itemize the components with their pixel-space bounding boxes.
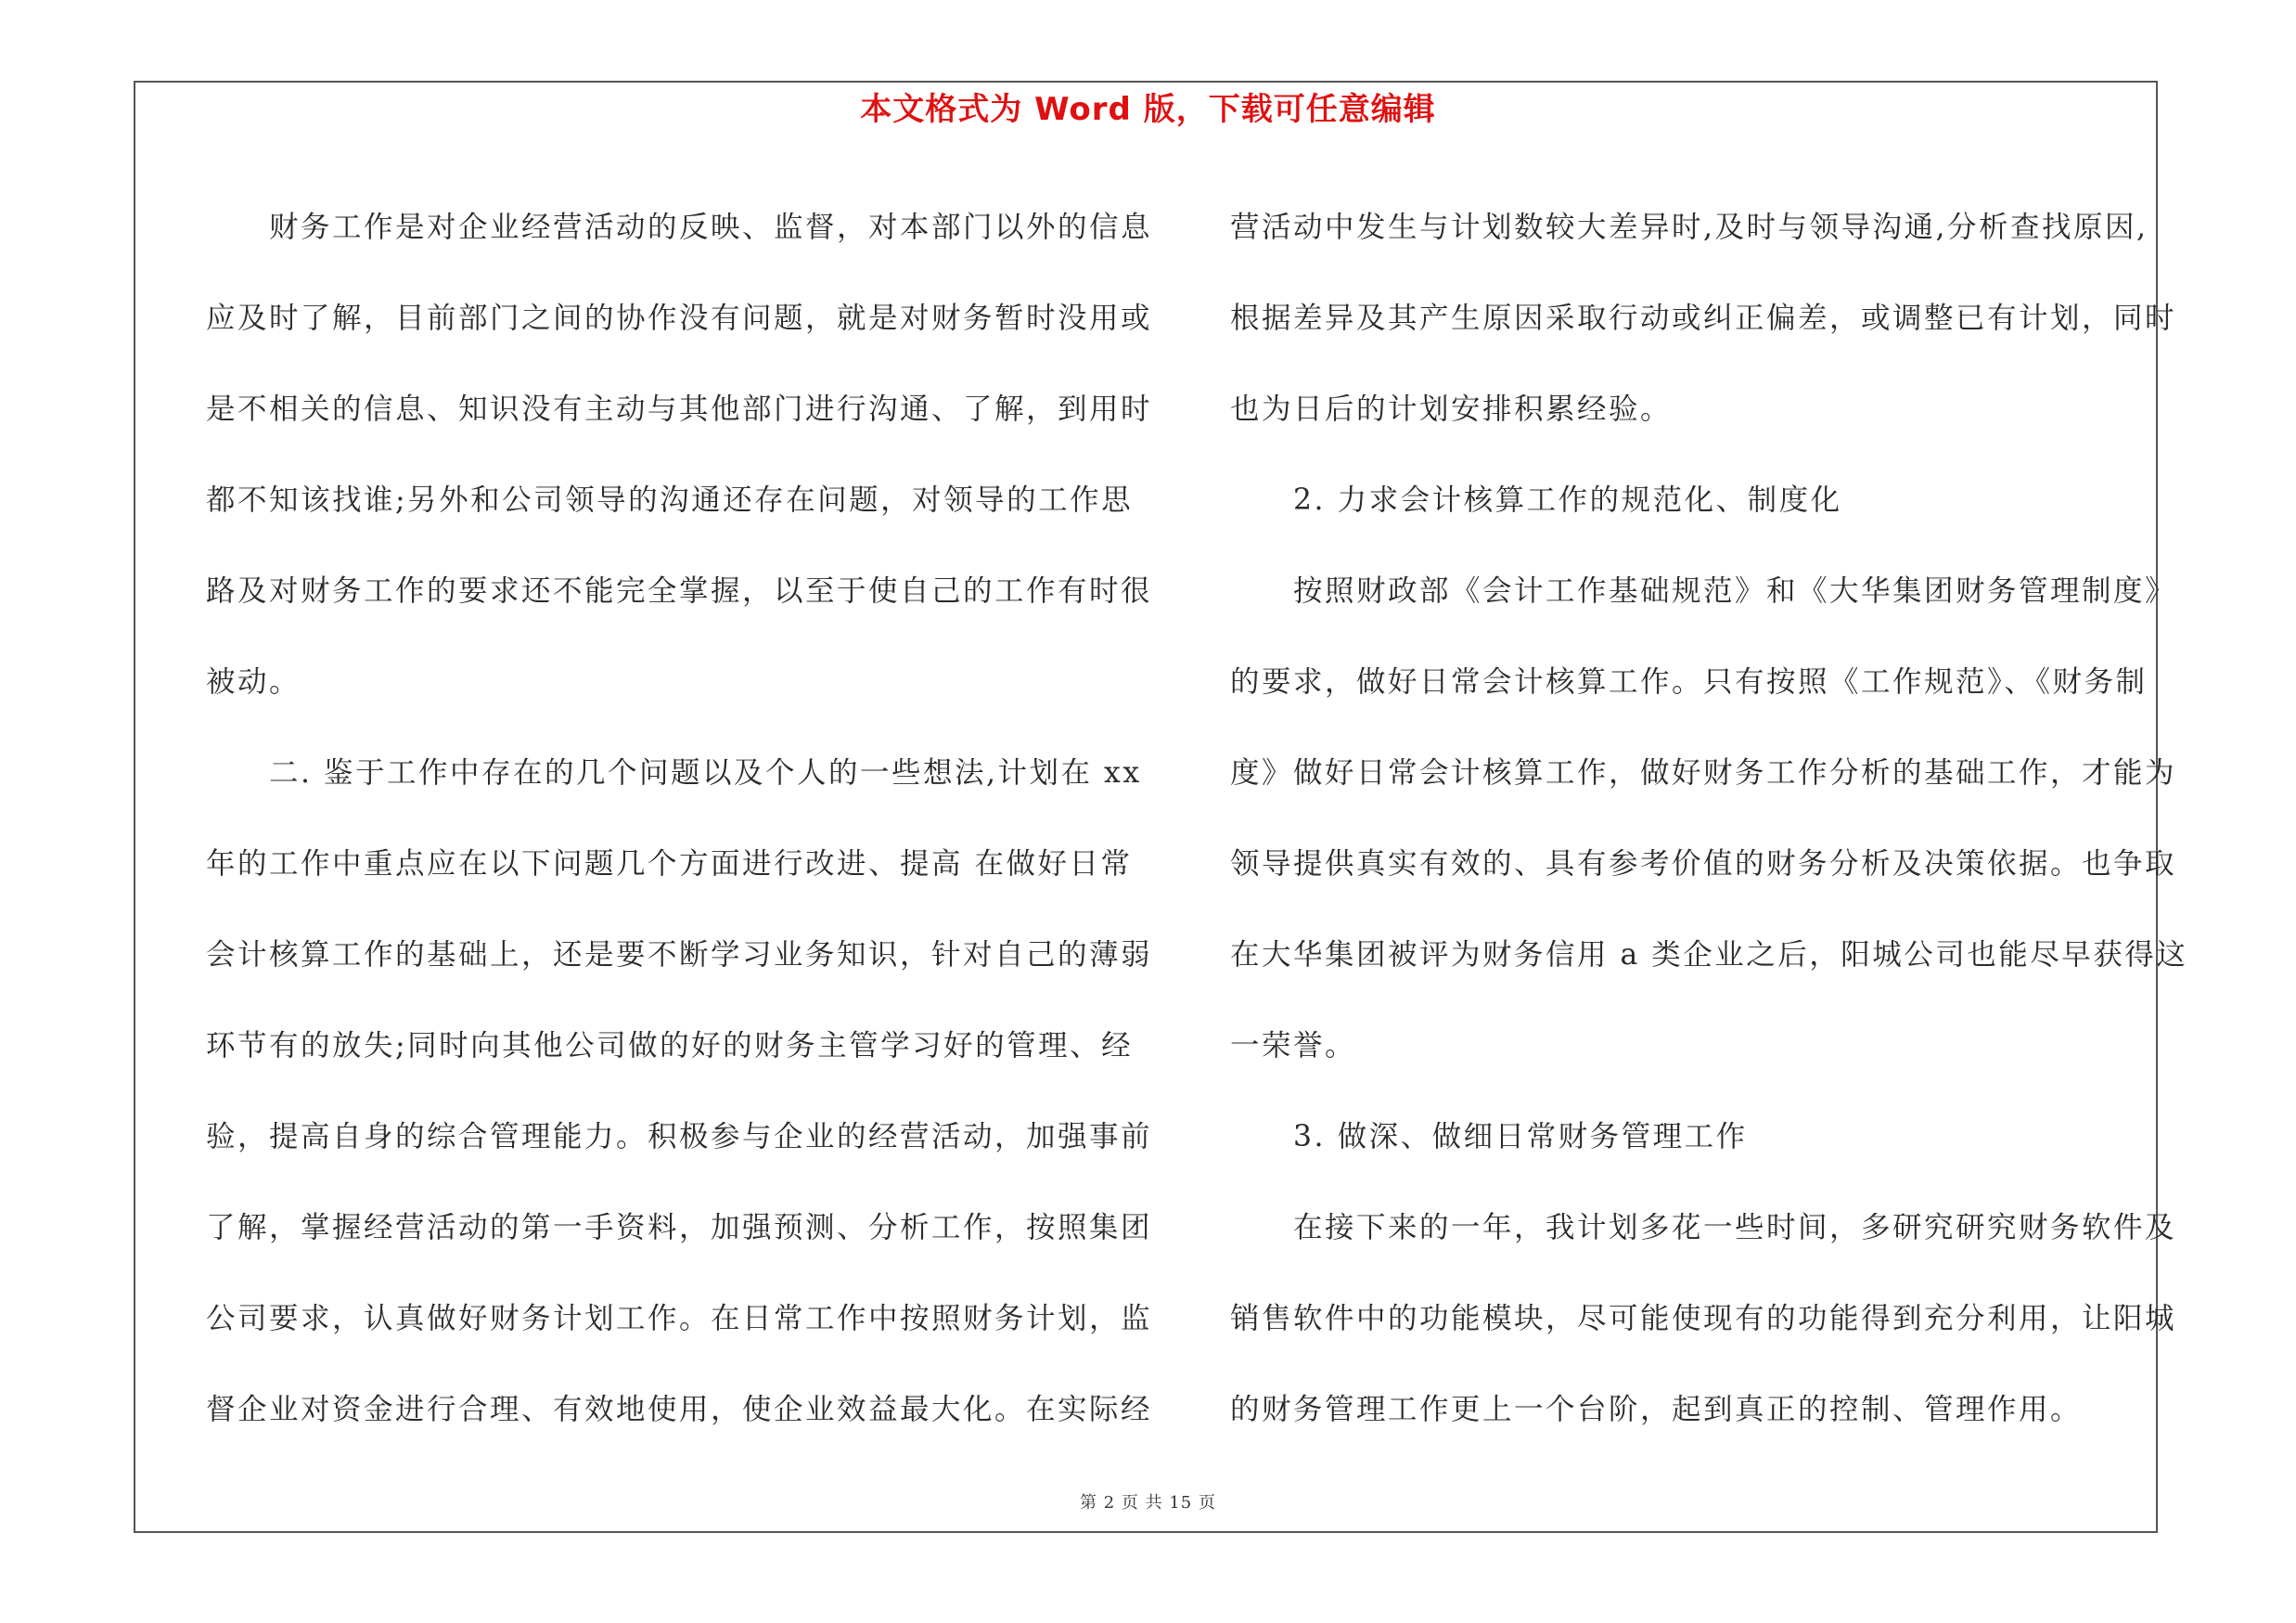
text-line: 的财务管理工作更上一个台阶，起到真正的控制、管理作用。 xyxy=(1230,1393,2083,1426)
text-line: 督企业对资金进行合理、有效地使用，使企业效益最大化。在实际经 xyxy=(206,1393,1153,1426)
page-number-footer: 第 2 页 共 15 页 xyxy=(1080,1493,1216,1513)
text-line: 了解，掌握经营活动的第一手资料，加强预测、分析工作，按照集团 xyxy=(206,1211,1153,1244)
left-column xyxy=(206,182,1153,1455)
text-line: 度》做好日常会计核算工作，做好财务工作分析的基础工作，才能为 xyxy=(1230,756,2177,790)
text-line: 被动。 xyxy=(206,665,301,699)
text-line: 销售软件中的功能模块，尽可能使现有的功能得到充分利用，让阳城 xyxy=(1230,1302,2177,1335)
text-line: 按照财政部《会计工作基础规范》和《大华集团财务管理制度》 xyxy=(1230,574,2177,608)
text-line: 年的工作中重点应在以下问题几个方面进行改进、提高 在做好日常 xyxy=(206,847,1133,881)
right-column xyxy=(1230,182,2188,1455)
text-line: 一荣誉。 xyxy=(1230,1029,1357,1063)
text-line: 在接下来的一年，我计划多花一些时间，多研究研究财务软件及 xyxy=(1230,1211,2177,1244)
editable-notice-banner: 本文格式为 Word 版，下载可任意编辑 xyxy=(860,91,1436,128)
text-line: 在大华集团被评为财务信用 a 类企业之后，阳城公司也能尽早获得这 xyxy=(1230,938,2188,972)
section-heading-3: 3. 做深、做细日常财务管理工作 xyxy=(1230,1120,1748,1153)
text-line: 都不知该找谁;另外和公司领导的沟通还存在问题，对领导的工作思 xyxy=(206,483,1134,517)
text-line: 根据差异及其产生原因采取行动或纠正偏差，或调整已有计划，同时 xyxy=(1230,302,2177,335)
text-line: 环节有的放失;同时向其他公司做的好的财务主管学习好的管理、经 xyxy=(206,1029,1134,1063)
text-line: 财务工作是对企业经营活动的反映、监督，对本部门以外的信息 xyxy=(206,211,1153,244)
text-line: 二. 鉴于工作中存在的几个问题以及个人的一些想法,计划在 xx xyxy=(206,756,1142,790)
text-line: 的要求，做好日常会计核算工作。只有按照《工作规范》、《财务制 xyxy=(1230,665,2148,699)
text-line: 也为日后的计划安排积累经验。 xyxy=(1230,393,1673,426)
text-line: 路及对财务工作的要求还不能完全掌握，以至于使自己的工作有时很 xyxy=(206,574,1153,608)
text-line: 应及时了解，目前部门之间的协作没有问题，就是对财务暂时没用或 xyxy=(206,302,1153,335)
section-heading-2: 2. 力求会计核算工作的规范化、制度化 xyxy=(1230,483,1842,517)
text-line: 验，提高自身的综合管理能力。积极参与企业的经营活动，加强事前 xyxy=(206,1120,1153,1153)
text-line: 公司要求，认真做好财务计划工作。在日常工作中按照财务计划，监 xyxy=(206,1302,1153,1335)
text-line: 营活动中发生与计划数较大差异时,及时与领导沟通,分析查找原因, xyxy=(1230,211,2148,244)
text-line: 会计核算工作的基础上，还是要不断学习业务知识，针对自己的薄弱 xyxy=(206,938,1153,972)
text-line: 领导提供真实有效的、具有参考价值的财务分析及决策依据。也争取 xyxy=(1230,847,2177,881)
text-line: 是不相关的信息、知识没有主动与其他部门进行沟通、了解，到用时 xyxy=(206,393,1153,426)
